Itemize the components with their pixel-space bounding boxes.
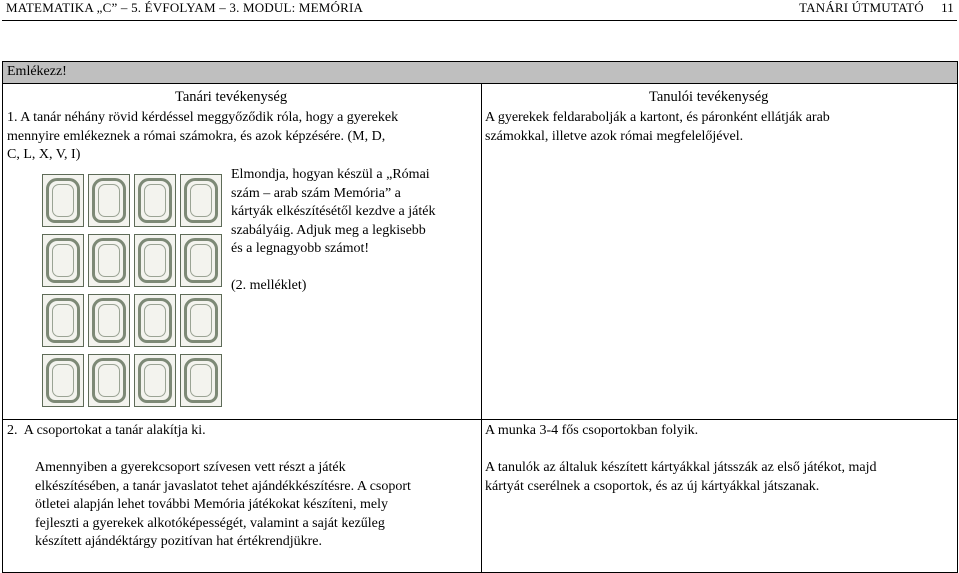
memory-card <box>180 174 222 227</box>
column-divider <box>481 84 482 572</box>
row2-student-line-1: A tanulók az általuk készített kártyákkal játsszák az első játékot, majd <box>485 460 877 475</box>
teacher-column-header: Tanári tevékenység <box>175 89 288 105</box>
memory-card <box>180 234 222 287</box>
row1-side-line-2: szám – arab szám Memória” a <box>231 185 401 201</box>
memory-card <box>42 294 84 347</box>
row2-teacher-line-3: ötletei alapján lehet további Memória játékokat készíteni, mely <box>35 497 388 512</box>
row2-teacher-title: 2. A csoportokat a tanár alakítja ki. <box>7 423 206 438</box>
row1-student-line-2: számokkal, illetve azok római megfelelőjével. <box>485 128 744 144</box>
row1-appendix: (2. melléklet) <box>231 278 307 293</box>
memory-card <box>134 234 176 287</box>
row2-teacher-line-5: készített ajándéktárgy pozitívan hat értékrendjükre. <box>35 534 323 549</box>
row-divider <box>3 419 957 420</box>
row2-teacher-line-2: elkészítésében, a tanár javaslatot tehet ajándékkészítésre. A csoport <box>35 478 411 494</box>
row2-teacher-line-1: Amennyiben a gyerekcsoport szívesen vett részt a játék <box>35 460 346 475</box>
row1-side-line-4: szabályáig. Adjuk meg a legkisebb <box>231 222 426 238</box>
row1-student-line-1: A gyerekek feldarabolják a kartont, és páronként ellátják arab <box>485 110 830 125</box>
row1-teacher-line-3: C, L, X, V, I) <box>7 147 81 162</box>
memory-card <box>42 354 84 407</box>
memory-card <box>180 354 222 407</box>
row1-teacher-line-1: 1. A tanár néhány rövid kérdéssel meggyőződik róla, hogy a gyerekek <box>7 110 399 125</box>
row2-student-title: A munka 3-4 fős csoportokban folyik. <box>485 423 699 438</box>
header-right-text: TANÁRI ÚTMUTATÓ 11 <box>799 0 954 15</box>
memory-card <box>134 294 176 347</box>
table-banner <box>3 62 957 84</box>
page-header <box>0 0 959 18</box>
banner-title: Emlékezz! <box>7 64 67 79</box>
memory-card <box>88 234 130 287</box>
row1-side-line-1: Elmondja, hogyan készül a „Római <box>231 167 430 182</box>
row1-side-line-5: és a legnagyobb számot! <box>231 241 370 256</box>
memory-card <box>42 174 84 227</box>
memory-card <box>88 174 130 227</box>
memory-card <box>134 174 176 227</box>
row1-side-line-3: kártyák elkészítésétől kezdve a játék <box>231 204 436 219</box>
memory-card <box>88 354 130 407</box>
activity-table <box>2 61 958 573</box>
memory-card <box>88 294 130 347</box>
student-column-header: Tanulói tevékenység <box>649 89 769 105</box>
memory-card <box>134 354 176 407</box>
memory-card <box>180 294 222 347</box>
row2-teacher-line-4: fejleszti a gyerekek alkotóképességét, valamint a saját kezűleg <box>35 515 385 531</box>
memory-card <box>42 234 84 287</box>
row1-teacher-line-2: mennyire emlékeznek a római számokra, és azok képzésére. (M, D, <box>7 128 386 144</box>
row2-student-line-2: kártyát cserélnek a csoportok, és az új kártyákkal játszanak. <box>485 478 820 494</box>
header-rule <box>2 20 957 21</box>
header-left-text: MATEMATIKA „C” – 5. ÉVFOLYAM – 3. MODUL: MEMÓRIA <box>6 0 364 15</box>
